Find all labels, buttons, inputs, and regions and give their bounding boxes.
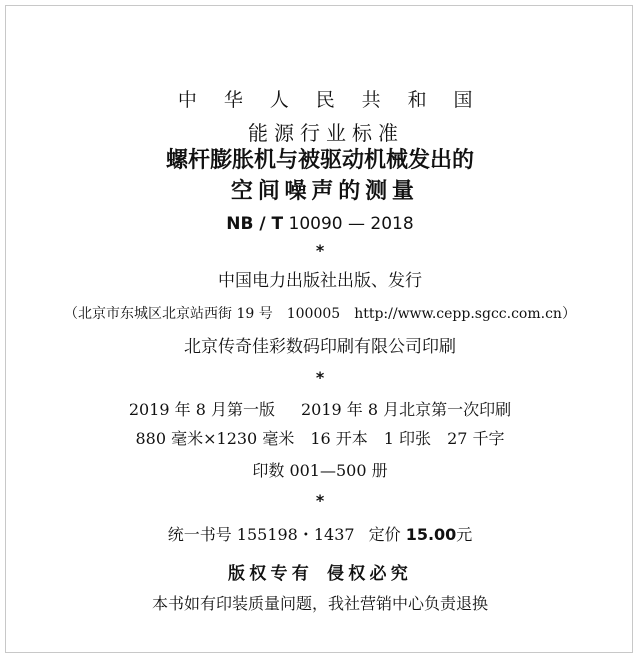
isbn-line (0, 527, 640, 543)
separator-star: * (315, 241, 325, 260)
word-count: 27 千字 (447, 429, 505, 448)
price-unit: 元 (456, 525, 473, 544)
price-value: 15.00 (405, 525, 457, 544)
document-title-line-2: 空间噪声的测量 (230, 179, 419, 204)
copyright-warning: 侵权必究 (327, 564, 412, 584)
print-sheets: 1 印张 (383, 429, 432, 448)
paper-size: 880 毫米×1230 毫米 (135, 429, 295, 448)
printer-line: 北京传奇佳彩数码印刷有限公司印刷 (184, 337, 456, 357)
folio: 16 开本 (310, 429, 368, 448)
standard-number (0, 216, 640, 233)
document-title-line-1: 螺杆膨胀机与被驱动机械发出的 (165, 148, 474, 173)
first-printing: 2019 年 8 月北京第一次印刷 (301, 400, 512, 419)
format-line (0, 431, 640, 447)
copyright-notice (0, 566, 640, 583)
return-notice: 本书如有印装质量问题，我社营销中心负责退换 (151, 594, 488, 613)
standard-category: 能源行业标准 (248, 121, 404, 145)
standard-number-value: 10090 — 2018 (288, 214, 414, 234)
separator-star: * (315, 368, 325, 387)
book-number: 统一书号 155198・1437 (167, 525, 355, 544)
separator-star: * (315, 491, 325, 510)
first-edition: 2019 年 8 月第一版 (128, 400, 275, 419)
print-run: 印数 001—500 册 (252, 461, 388, 480)
edition-line (0, 402, 640, 418)
publisher-address: （北京市东城区北京站西街 19 号 100005 http://www.cepp.sgcc.com.cn） (64, 306, 576, 322)
publisher-line: 中国电力出版社出版、发行 (218, 271, 422, 291)
price-label: 定价 (368, 525, 401, 544)
country-heading: 中 华 人 民 共 和 国 (177, 89, 483, 111)
copyright-reserved: 版权专有 (228, 564, 313, 584)
standard-number-prefix: NB / T (226, 214, 284, 234)
